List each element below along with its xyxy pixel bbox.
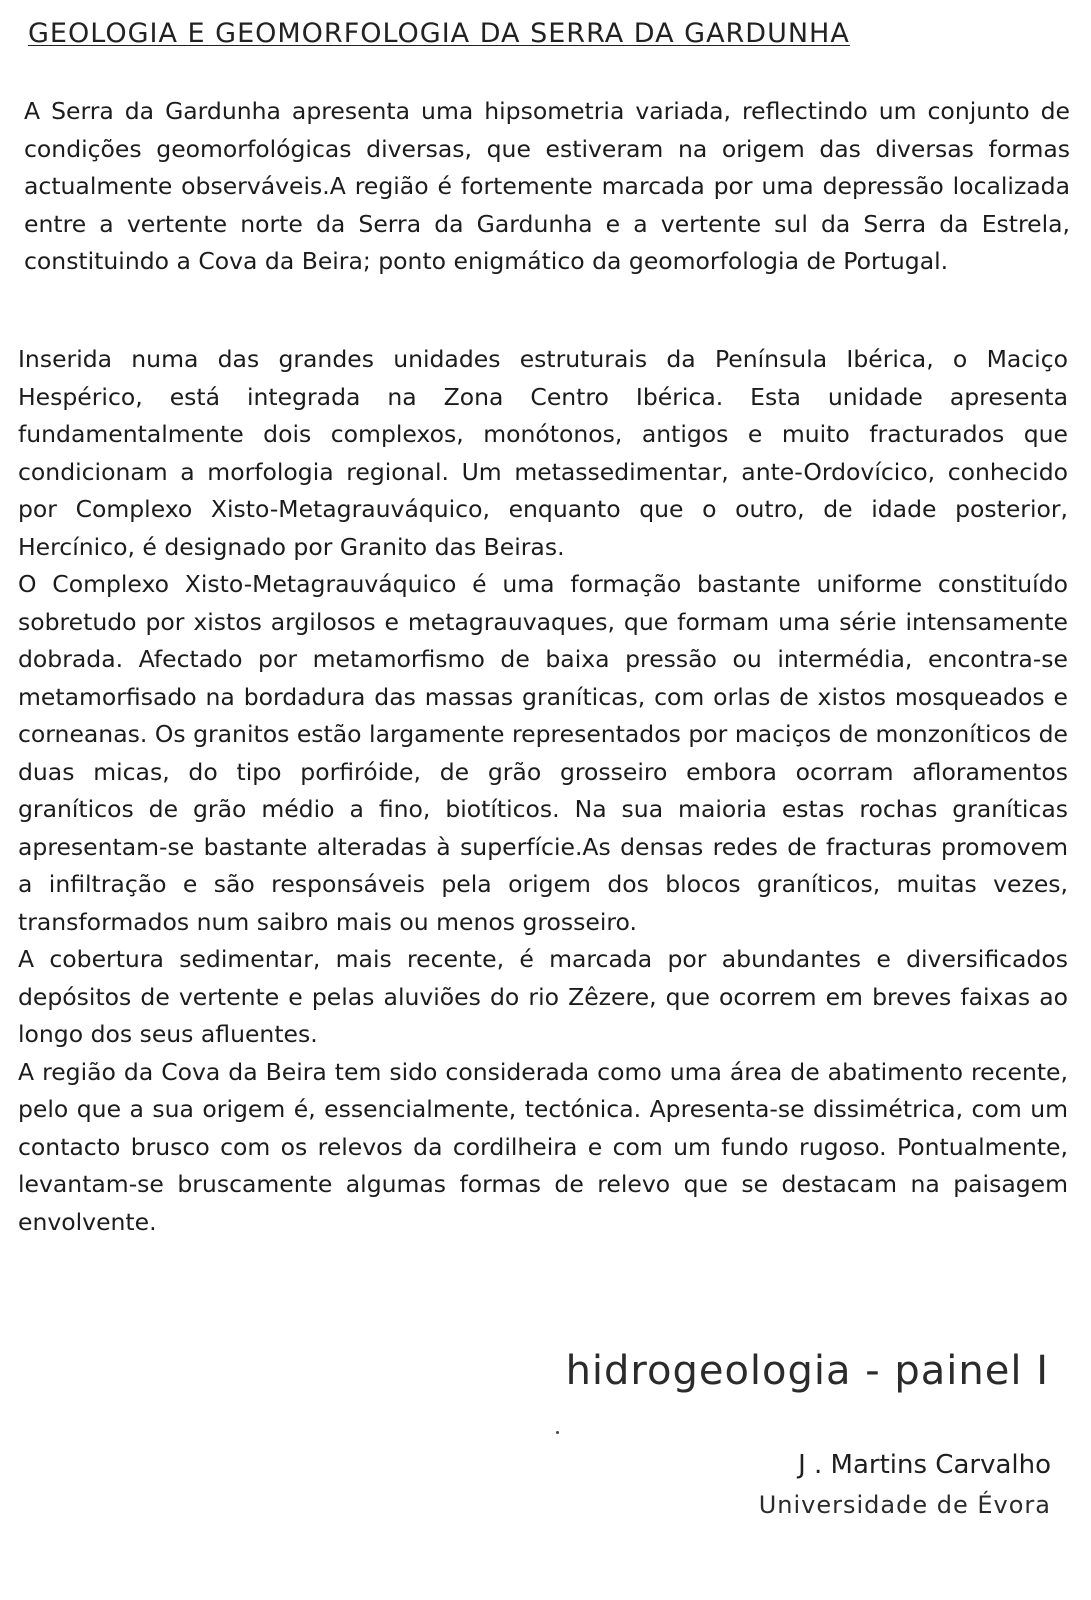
paragraph: Inserida numa das grandes unidades estruturais da Península Ibérica, o Maciço Hespérico, está integrada na Zona Centro Ibérica. Esta unidade apresenta fundamentalmente dois complexos, monótonos, antigos e muito fracturados que condicionam a morfologia regional. Um metassedimentar, ante-Ordovícico, conhecido por Complexo Xisto-Metagrauváquico, enquanto que o outro, de idade posterior, Hercínico, é designado por Granito das Beiras.	[18, 345, 1068, 561]
scan-speck	[556, 1431, 559, 1434]
intro-section	[24, 93, 1070, 281]
author-affiliation: Universidade de Évora	[758, 1491, 1051, 1519]
author-name: J . Martins Carvalho	[798, 1450, 1051, 1480]
paragraph: A cobertura sedimentar, mais recente, é marcada por abundantes e diversificados depósitos de vertente e pelas aluviões do rio Zêzere, que ocorrem em breves faixas ao longo dos seus afluentes.	[18, 945, 1068, 1048]
paragraph: A Serra da Gardunha apresenta uma hipsometria variada, reflectindo um conjunto de condições geomorfológicas diversas, que estiveram na origem das diversas formas actualmente observáveis.A região é fortemente marcada por uma depressão localizada entre a vertente norte da Serra da Gardunha e a vertente sul da Serra da Estrela, constituindo a Cova da Beira; ponto enigmático da geomorfologia de Portugal.	[24, 97, 1070, 275]
panel-label: hidrogeologia - painel I	[565, 1348, 1049, 1394]
paragraph: O Complexo Xisto-Metagrauváquico é uma formação bastante uniforme constituído sobretudo por xistos argilosos e metagrauvaques, que formam uma série intensamente dobrada. Afectado por metamorfismo de baixa pressão ou intermédia, encontra-se metamorfisado na bordadura das massas graníticas, com orlas de xistos mosqueados e corneanas. Os granitos estão largamente representados por maciços de monzoníticos de duas micas, do tipo porfiróide, de grão grosseiro embora ocorram afloramentos graníticos de grão médio a fino, biotíticos. Na sua maioria estas rochas graníticas apresentam-se bastante alteradas à superfície.As densas redes de fracturas promovem a infiltração e são responsáveis pela origem dos blocos graníticos, muitas vezes, transformados num saibro mais ou menos grosseiro.	[18, 570, 1068, 936]
geology-section	[18, 341, 1068, 1241]
paragraph: A região da Cova da Beira tem sido considerada como uma área de abatimento recente, pelo que a sua origem é, essencialmente, tectónica. Apresenta-se dissimétrica, com um contacto brusco com os relevos da cordilheira e com um fundo rugoso. Pontualmente, levantam-se bruscamente algumas formas de relevo que se destacam na paisagem envolvente.	[18, 1057, 1068, 1236]
page-title: GEOLOGIA E GEOMORFOLOGIA DA SERRA DA GARDUNHA	[28, 18, 850, 49]
